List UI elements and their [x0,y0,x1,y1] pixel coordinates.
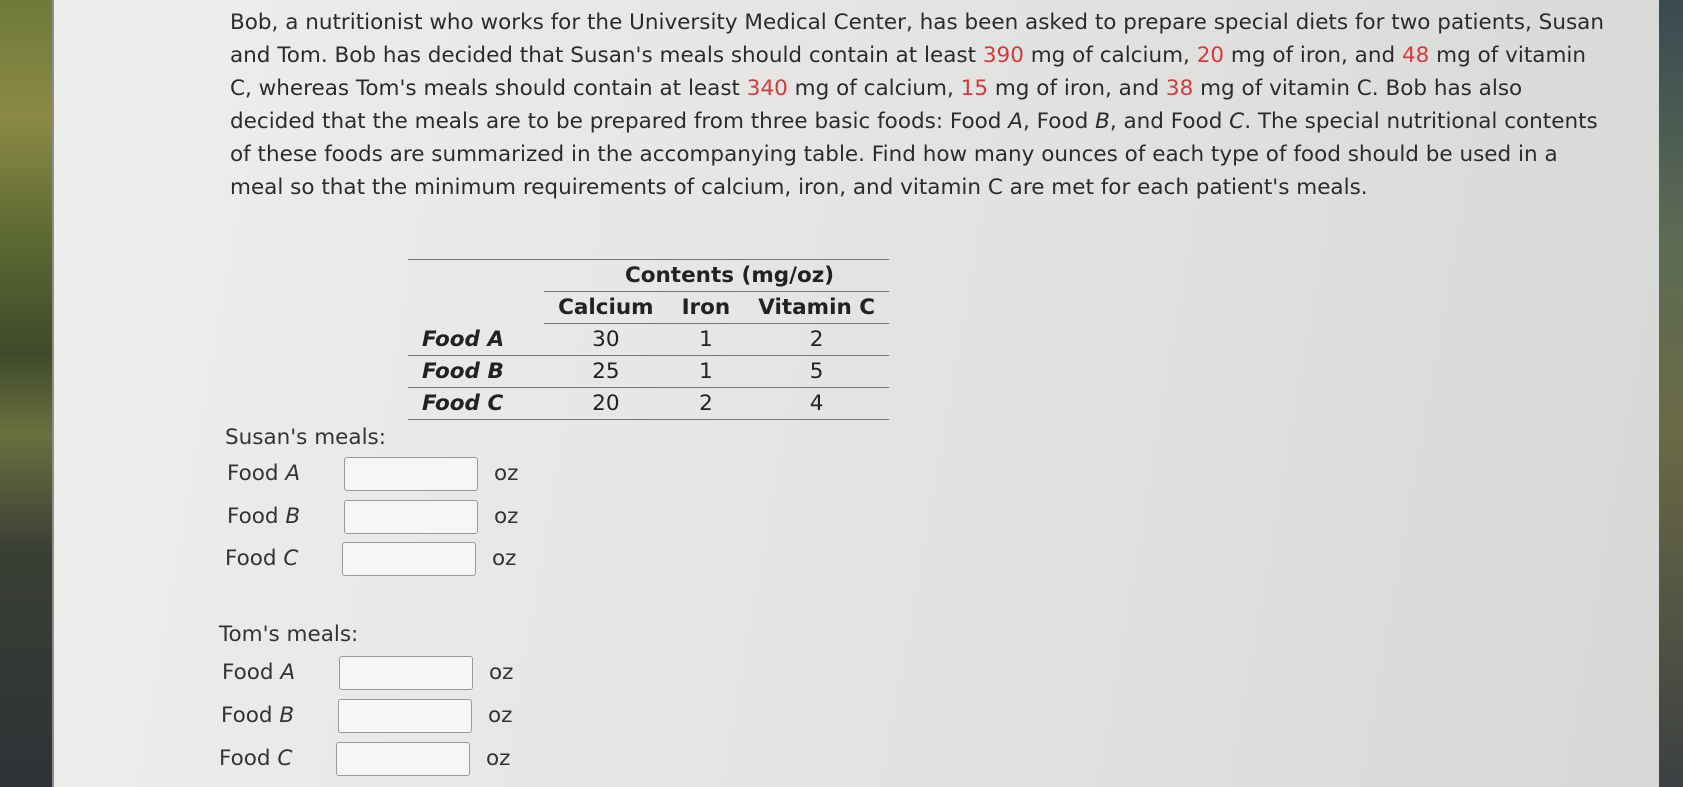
cell-food-b-calcium: 25 [544,356,667,388]
tom-food-c-row [219,742,539,778]
table-group-header: Contents (mg/oz) [544,260,889,292]
susan-food-a-label: Food A [227,461,301,486]
tom-food-c-label: Food C [219,746,293,771]
row-header-food-b: Food B [408,356,544,388]
tom-food-a-label: Food A [222,660,296,685]
susan-food-c-label: Food C [225,546,299,571]
tom-calcium-value: 340 [746,76,788,101]
cell-food-b-vitamin-c: 5 [744,356,889,388]
table-row [408,324,889,356]
cell-food-c-calcium: 20 [544,388,667,420]
cell-food-b-iron: 1 [668,356,745,388]
cell-food-a-vitamin-c: 2 [744,324,889,356]
tom-food-b-row [221,699,541,735]
susan-food-b-label: Food B [227,504,301,529]
cell-food-c-vitamin-c: 4 [744,388,889,420]
tom-food-a-input[interactable] [339,656,473,690]
cell-food-a-iron: 1 [668,324,745,356]
column-header-vitamin-c: Vitamin C [744,292,889,324]
cell-food-c-iron: 2 [668,388,745,420]
susan-food-c-input[interactable] [342,542,476,576]
susan-food-c-row [225,542,545,578]
row-header-food-a: Food A [408,324,544,356]
tom-food-b-unit: oz [488,703,513,728]
column-header-calcium: Calcium [544,292,667,324]
cell-food-a-calcium: 30 [544,324,667,356]
tom-meals-heading: Tom's meals: [219,622,359,647]
tom-food-b-input[interactable] [338,699,472,733]
susan-iron-value: 20 [1196,43,1225,68]
tom-food-c-input[interactable] [336,742,470,776]
column-header-iron: Iron [668,292,745,324]
susan-food-a-row [227,457,547,493]
susan-calcium-value: 390 [982,43,1024,68]
nutrition-table [408,259,889,420]
susan-food-b-row [227,500,547,536]
tom-food-a-unit: oz [489,660,514,685]
susan-food-c-unit: oz [492,546,517,571]
table-row [408,388,889,420]
tom-food-b-label: Food B [221,703,295,728]
table-row [408,356,889,388]
tom-food-c-unit: oz [486,746,511,771]
susan-food-b-unit: oz [494,504,519,529]
susan-meals-heading: Susan's meals: [225,425,386,450]
susan-vitc-value: 48 [1401,43,1430,68]
susan-food-b-input[interactable] [344,500,478,534]
susan-food-a-input[interactable] [344,457,478,491]
tom-iron-value: 15 [960,76,989,101]
susan-food-a-unit: oz [494,461,519,486]
row-header-food-c: Food C [408,388,544,420]
tom-food-a-row [222,656,542,692]
problem-statement: Bob, a nutritionist who works for the University Medical Center, has been asked to prepare special diets for two patients, Susan and Tom. Bob has decided that Susan's meals should contain at least 390 mg of calcium, 20 mg of iron, and 48 mg of vitamin C, whereas Tom's meals should contain at least 340 mg of calcium, 15 mg of iron, and 38 mg of vitamin C. Bob has also decided that the meals are to be prepared from three basic foods: Food A, Food B, and Food C. The special nutritional contents of these foods are summarized in the accompanying table. Find how many ounces of each type of food should be used in a meal so that the minimum requirements of calcium, iron, and vitamin C are met for each patient's meals. [230,10,1604,200]
tom-vitc-value: 38 [1165,76,1194,101]
